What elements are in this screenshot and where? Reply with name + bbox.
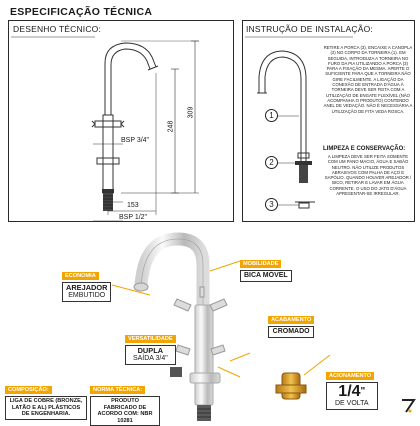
norm-value: PRODUTO FABRICADO DE ACORDO COM: NBR 10281	[90, 396, 160, 426]
finish-callout	[268, 308, 314, 338]
versatility-callout	[125, 327, 176, 365]
technical-drawing-panel	[8, 20, 234, 222]
installation-text: RETIRE A PORCA (3), ENCAIXE A CANOPLA (2) NO CORPO DA TORNEIRA (1). EM SEGUIDA, INTRODUZA A TORNEIRA NO FURO DA PIA UTILIZANDO A PORCA (3) PARA A FIXAÇÃO DA MESMA. APERTE O SUFICIENTE PARA QUE A TORNEIRA NÃO GIRE FACILMENTE. A LIGAÇÃO DA CONEXÃO DE ENTRADA D'ÁGUA À TORNEIRA DEVE SER FEITA COM A UTILIZAÇÃO DE ENGATE FLEXÍVEL (NÃO ACOMPANHA O PRODUTO) CONTENDO ANEL DE VEDAÇÃO. NÃO É NECESSÁRIA A UTILIZAÇÃO DE FITA VEDA ROSCA.	[323, 45, 413, 114]
mobility-callout	[240, 252, 292, 282]
brand-logo	[400, 398, 416, 414]
economy-tag: ECONOMIA	[62, 272, 99, 280]
drive-tag: ACIONAMENTO	[326, 372, 374, 380]
page-title: ESPECIFICAÇÃO TÉCNICA	[10, 6, 153, 18]
versatility-label	[125, 345, 176, 365]
economy-callout	[62, 264, 111, 302]
cleaning-title: LIMPEZA E CONSERVAÇÃO:	[323, 146, 406, 152]
economy-bold: AREJADOR	[66, 283, 108, 292]
cleaning-text: A LIMPEZA DEVE SER FEITA SOMENTE COM UM PANO MACIO, ÁGUA E SABÃO NEUTRO. NÃO UTILIZE PRODUTOS ABRASIVOS COM PALHA DE AÇO E SAPÓLIO. QUANDO HOUVER AREJADOR / BICO, RETIRAR E LAVAR EM ÁGUA CORRENTE. O USO DO JATO D'ÁGUA APRESENTAR-SE IRREGULAR.	[324, 154, 412, 197]
mobility-value: BICA MÓVEL	[240, 270, 292, 282]
dimension-153: 153	[127, 202, 139, 209]
drive-label	[326, 382, 378, 410]
norm-tag: NORMA TÉCNICA:	[90, 386, 145, 394]
step-2-marker: 2	[265, 156, 278, 169]
versatility-value: SAÍDA 3/4"	[132, 355, 168, 362]
finish-value: CROMADO	[268, 326, 314, 338]
economy-value: EMBUTIDO	[68, 292, 106, 299]
installation-panel	[242, 20, 415, 222]
installation-title: INSTRUÇÃO DE INSTALAÇÃO:	[246, 24, 373, 34]
technical-drawing	[9, 21, 235, 223]
thread-bsp-1-2: BSP 1/2"	[119, 214, 148, 221]
versatility-tag: VERSATILIDADE	[125, 335, 176, 343]
technical-drawing-title: DESENHO TÉCNICO:	[13, 24, 102, 34]
versatility-bold: DUPLA	[137, 346, 164, 355]
composition-callout	[5, 378, 87, 420]
norm-callout	[90, 378, 160, 426]
composition-tag: COMPOSIÇÃO:	[5, 386, 52, 394]
drive-unit: "	[360, 386, 366, 397]
dimension-248: 248	[167, 120, 175, 133]
finish-tag: ACABAMENTO	[268, 316, 314, 324]
thread-bsp-3-4: BSP 3/4"	[121, 137, 150, 144]
economy-label	[62, 282, 111, 302]
step-1-marker: 1	[265, 109, 278, 122]
dimension-309: 309	[187, 106, 195, 119]
mobility-tag: MOBILIDADE	[240, 260, 281, 268]
drive-value: DE VOLTA	[335, 400, 369, 407]
drive-fraction: 1/4	[338, 383, 361, 400]
step-3-marker: 3	[265, 198, 278, 211]
composition-value: LIGA DE COBRE (BRONZE, LATÃO E AL) PLÁSTICOS DE ENGENHARIA.	[5, 396, 87, 420]
drive-callout	[326, 364, 378, 410]
